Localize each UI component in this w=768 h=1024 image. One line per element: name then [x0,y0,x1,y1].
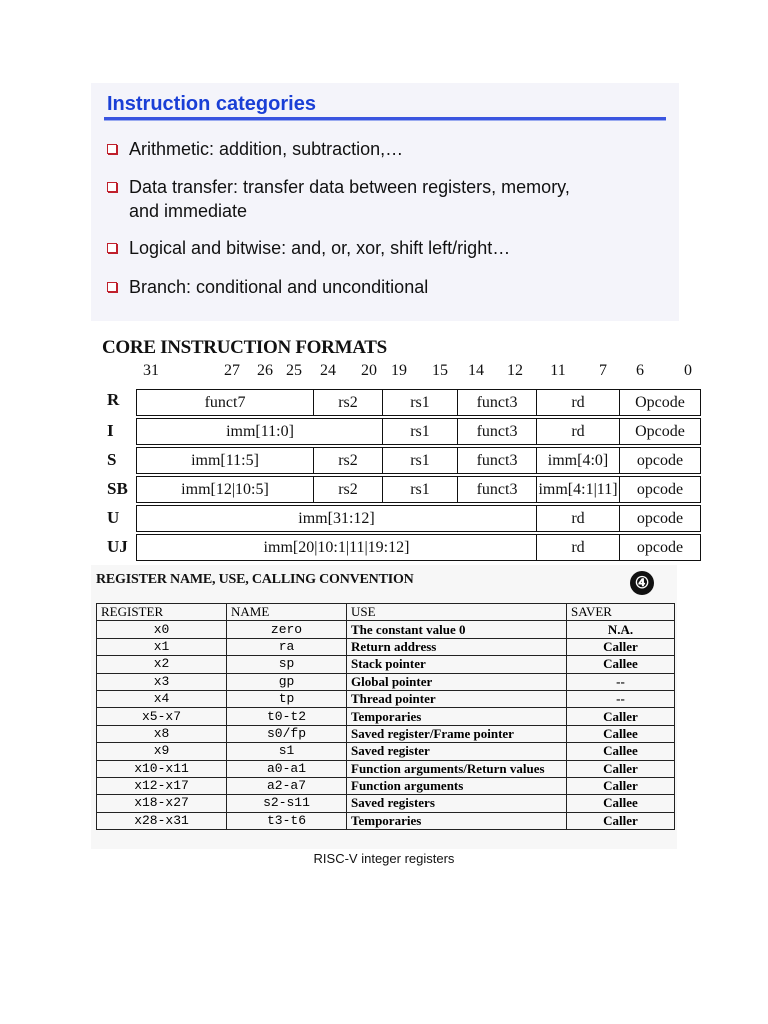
format-name-i: I [107,421,114,440]
cell-saver: Callee [567,656,675,673]
category-text: Data transfer: transfer data between registers, memory, and immediate [129,177,570,221]
cell-name: s1 [227,743,347,760]
bit-number: 11 [550,362,566,379]
format-name-u: U [107,508,120,527]
field-opcode: Opcode [619,418,701,445]
cell-saver: Caller [567,777,675,794]
cell-saver: Caller [567,812,675,829]
square-bullet-icon [107,243,117,253]
bit-number: 20 [361,362,377,379]
cell-use: Global pointer [347,673,567,690]
cell-saver: Callee [567,743,675,760]
header-name: NAME [227,604,347,621]
field-imm-20-10-1-11-19-12: imm[20|10:1|11|19:12] [136,534,537,561]
cell-use: Thread pointer [347,690,567,707]
cell-name: sp [227,656,347,673]
cell-register: x8 [97,725,227,742]
header-use: USE [347,604,567,621]
field-rs2: rs2 [313,476,383,503]
square-bullet-icon [107,282,117,292]
cell-register: x0 [97,621,227,638]
table-row [97,690,675,707]
field-imm-31-12: imm[31:12] [136,505,537,532]
table-row [97,638,675,655]
cell-register: x9 [97,743,227,760]
cell-saver: Callee [567,725,675,742]
format-name-s: S [107,450,117,469]
cell-name: tp [227,690,347,707]
cell-use: Saved register [347,743,567,760]
cell-register: x10-x11 [97,760,227,777]
table-row [97,621,675,638]
table-row [97,743,675,760]
cell-name: a2-a7 [227,777,347,794]
field-rs1: rs1 [382,447,458,474]
register-table [96,603,675,830]
cell-name: ra [227,638,347,655]
field-funct3: funct3 [457,447,537,474]
cell-saver: Caller [567,638,675,655]
bit-number: 15 [432,362,448,379]
cell-saver: Callee [567,795,675,812]
bit-number: 7 [599,362,607,379]
format-name-r: R [107,390,120,409]
table-row [97,708,675,725]
bit-number: 0 [684,362,692,379]
cell-register: x18-x27 [97,795,227,812]
field-imm-11-0: imm[11:0] [136,418,383,445]
field-rs2: rs2 [313,447,383,474]
field-funct3: funct3 [457,389,537,416]
categories-title: Instruction categories [107,93,316,115]
registers-title: REGISTER NAME, USE, CALLING CONVENTION [96,572,414,587]
bit-number: 31 [143,362,159,379]
cell-register: x5-x7 [97,708,227,725]
field-imm-4-1-11: imm[4:1|11] [536,476,620,503]
bit-number: 25 [286,362,302,379]
field-imm-4-0: imm[4:0] [536,447,620,474]
cell-saver: N.A. [567,621,675,638]
field-opcode: opcode [619,476,701,503]
cell-register: x1 [97,638,227,655]
circled-four-badge: ④ [630,571,654,595]
field-rd: rd [536,505,620,532]
header-saver: SAVER [567,604,675,621]
category-text: Logical and bitwise: and, or, xor, shift left/right… [129,238,511,258]
table-row [97,673,675,690]
cell-name: t3-t6 [227,812,347,829]
cell-saver: Caller [567,760,675,777]
header-register: REGISTER [97,604,227,621]
table-header-row [97,604,675,621]
cell-name: a0-a1 [227,760,347,777]
cell-register: x3 [97,673,227,690]
cell-name: gp [227,673,347,690]
cell-saver: -- [567,690,675,707]
square-bullet-icon [107,182,117,192]
bit-number: 19 [391,362,407,379]
cell-use: Stack pointer [347,656,567,673]
square-bullet-icon [107,144,117,154]
category-text: Branch: conditional and unconditional [129,277,429,297]
field-rd: rd [536,418,620,445]
field-funct3: funct3 [457,476,537,503]
format-name-sb: SB [107,479,128,498]
table-row [97,777,675,794]
category-text: Arithmetic: addition, subtraction,… [129,139,404,159]
cell-saver: -- [567,673,675,690]
table-row [97,656,675,673]
table-row [97,760,675,777]
field-rs1: rs1 [382,389,458,416]
field-rs1: rs1 [382,418,458,445]
table-row [97,795,675,812]
cell-name: s2-s11 [227,795,347,812]
cell-register: x12-x17 [97,777,227,794]
field-rd: rd [536,534,620,561]
cell-saver: Caller [567,708,675,725]
cell-name: zero [227,621,347,638]
cell-use: Function arguments/Return values [347,760,567,777]
format-name-uj: UJ [107,537,128,556]
cell-use: The constant value 0 [347,621,567,638]
field-opcode: opcode [619,534,701,561]
formats-title: CORE INSTRUCTION FORMATS [102,337,387,358]
cell-use: Temporaries [347,708,567,725]
cell-name: t0-t2 [227,708,347,725]
bit-number: 6 [636,362,644,379]
cell-register: x2 [97,656,227,673]
bit-number: 14 [468,362,484,379]
field-rd: rd [536,389,620,416]
cell-register: x4 [97,690,227,707]
field-funct3: funct3 [457,418,537,445]
cell-use: Temporaries [347,812,567,829]
table-row [97,725,675,742]
table-row [97,812,675,829]
field-opcode: opcode [619,447,701,474]
bit-number: 26 [257,362,273,379]
field-rs1: rs1 [382,476,458,503]
cell-name: s0/fp [227,725,347,742]
field-imm-12-10-5: imm[12|10:5] [136,476,314,503]
cell-register: x28-x31 [97,812,227,829]
bit-number: 24 [320,362,336,379]
field-imm-11-5: imm[11:5] [136,447,314,474]
field-opcode: Opcode [619,389,701,416]
field-rs2: rs2 [313,389,383,416]
field-opcode: opcode [619,505,701,532]
categories-title-rule [104,117,666,120]
cell-use: Return address [347,638,567,655]
bit-number: 27 [224,362,240,379]
field-funct7: funct7 [136,389,314,416]
cell-use: Saved register/Frame pointer [347,725,567,742]
cell-use: Saved registers [347,795,567,812]
figure-caption: RISC-V integer registers [313,851,455,866]
cell-use: Function arguments [347,777,567,794]
bit-number: 12 [507,362,523,379]
